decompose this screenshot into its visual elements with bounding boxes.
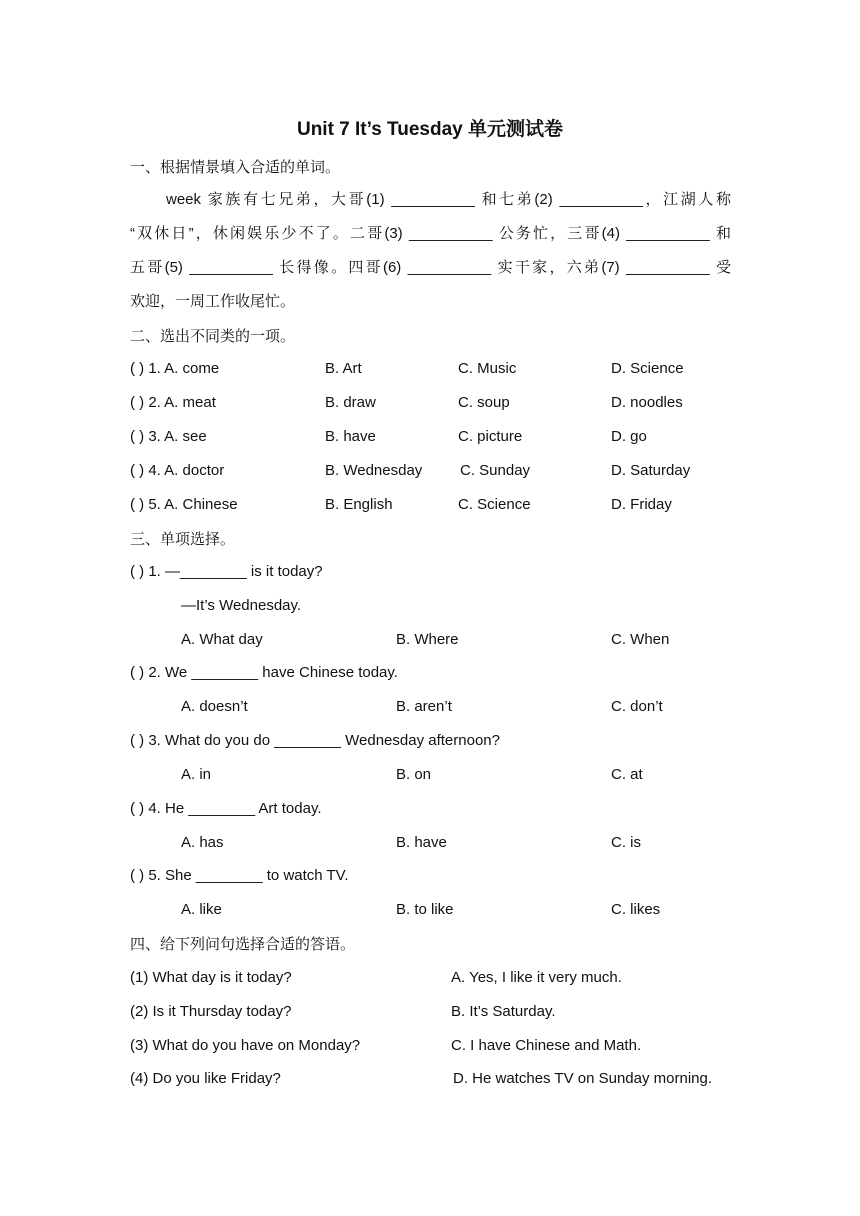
option-b: B. on xyxy=(396,766,432,783)
option-d: D. Saturday xyxy=(611,462,691,479)
option-c: C. Music xyxy=(458,360,517,377)
match-answer: B. It’s Saturday. xyxy=(451,1003,556,1020)
option-b: B. have xyxy=(396,834,447,851)
option-a: A. doesn’t xyxy=(181,698,248,715)
option-c: C. is xyxy=(611,834,641,851)
option-d: D. go xyxy=(611,428,647,445)
option-c: C. When xyxy=(611,631,670,648)
option-c: C. Science xyxy=(458,496,531,513)
option-a: A. What day xyxy=(181,631,263,648)
question-stem: ( ) 4. He ________ Art today. xyxy=(130,800,322,817)
match-question: (3) What do you have on Monday? xyxy=(130,1037,361,1054)
section2-heading: 二、选出不同类的一项。 xyxy=(130,327,296,345)
item-number-option-a: ( ) 2. A. meat xyxy=(130,394,216,411)
option-c: C. at xyxy=(611,766,643,783)
match-question: (1) What day is it today? xyxy=(130,969,292,986)
option-b: B. English xyxy=(325,496,393,513)
section1-line: 五哥(5) __________ 长得像。四哥(6) __________ 实干家，六弟(7) __________ 受 xyxy=(130,259,731,276)
option-b: B. aren’t xyxy=(396,698,452,715)
option-b: B. have xyxy=(325,428,376,445)
question-stem: ( ) 2. We ________ have Chinese today. xyxy=(130,664,398,681)
section1-paragraph xyxy=(130,183,731,319)
match-question: (4) Do you like Friday? xyxy=(130,1070,281,1087)
dialogue-reply: —It’s Wednesday. xyxy=(181,597,302,614)
item-number-option-a: ( ) 4. A. doctor xyxy=(130,462,225,479)
option-a: A. in xyxy=(181,766,212,783)
question-stem: ( ) 1. —________ is it today? xyxy=(130,563,323,580)
option-a: A. has xyxy=(181,834,224,851)
section1-line: week 家族有七兄弟，大哥(1) __________ 和七弟(2) __________，江湖人称 xyxy=(166,191,731,208)
match-question: (2) Is it Thursday today? xyxy=(130,1003,292,1020)
page-title: Unit 7 It’s Tuesday 单元测试卷 xyxy=(296,119,564,140)
option-b: B. Where xyxy=(396,631,459,648)
option-b: B. draw xyxy=(325,394,376,411)
option-c: C. don’t xyxy=(611,698,663,715)
option-a: A. like xyxy=(181,901,222,918)
option-d: D. noodles xyxy=(611,394,683,411)
option-b: B. to like xyxy=(396,901,454,918)
option-b: B. Wednesday xyxy=(325,462,423,479)
match-answer: A. Yes, I like it very much. xyxy=(451,969,622,986)
match-answer: D. He watches TV on Sunday morning. xyxy=(453,1070,713,1087)
section1-line: “双休日”，休闲娱乐少不了。二哥(3) __________ 公务忙，三哥(4) __________ 和 xyxy=(130,225,731,242)
option-c: C. picture xyxy=(458,428,523,445)
item-number-option-a: ( ) 1. A. come xyxy=(130,360,220,377)
option-c: C. Sunday xyxy=(460,462,531,479)
question-stem: ( ) 3. What do you do ________ Wednesday afternoon? xyxy=(130,732,500,749)
match-answer: C. I have Chinese and Math. xyxy=(451,1037,642,1054)
option-d: D. Friday xyxy=(611,496,672,513)
section3-heading: 三、单项选择。 xyxy=(130,530,236,548)
option-c: C. likes xyxy=(611,901,661,918)
item-number-option-a: ( ) 5. A. Chinese xyxy=(130,496,238,513)
section4-heading: 四、给下列问句选择合适的答语。 xyxy=(130,935,356,953)
option-b: B. Art xyxy=(325,360,362,377)
option-d: D. Science xyxy=(611,360,684,377)
option-c: C. soup xyxy=(458,394,510,411)
section1-line: 欢迎，一周工作收尾忙。 xyxy=(130,293,296,310)
question-stem: ( ) 5. She ________ to watch TV. xyxy=(130,867,349,884)
section1-heading: 一、根据情景填入合适的单词。 xyxy=(130,158,341,176)
item-number-option-a: ( ) 3. A. see xyxy=(130,428,207,445)
